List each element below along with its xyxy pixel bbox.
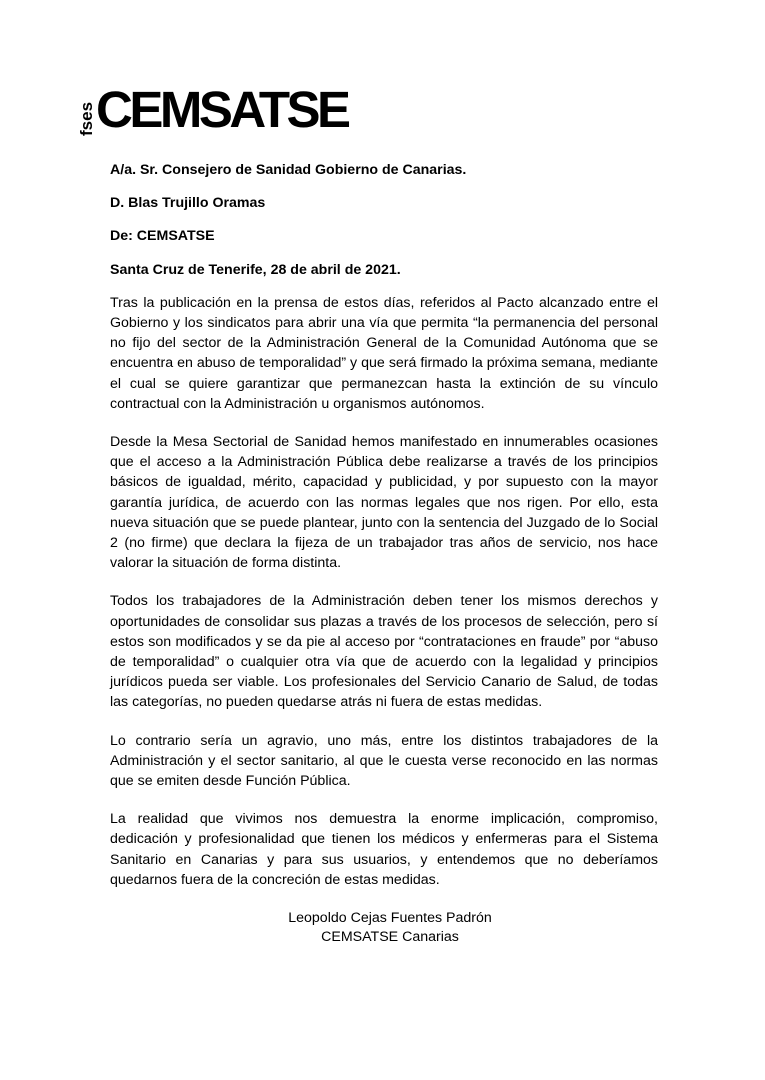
paragraph-2: Desde la Mesa Sectorial de Sanidad hemos manifestado en innumerables ocasiones que el acceso a la Administración Pública debe realizarse a través de los principios básicos de igualdad, mérito, capacidad y publicidad, y por supuesto con la mayor garantía jurídica, de acuerdo con las normas legales que nos rigen. Por ello, esta nueva situación que se puede plantear, junto con la sentencia del Juzgado de lo Social 2 (no firme) que declara la fijeza de un trabajador tras años de servicio, nos hace valorar la situación de forma distinta. xyxy=(110,434,658,572)
paragraph-3: Todos los trabajadores de la Administración deben tener los mismos derechos y oportunidades de consolidar sus plazas a través de los procesos de selección, pero sí estos son modificados y se da pie al acceso por “contrataciones en fraude” por “abuso de temporalidad” o cualquier otra vía que de acuerdo con la legalidad y principios jurídicos pueda ser viable. Los profesionales del Servicio Canario de Salud, de todas las categorías, no pueden quedarse atrás ni fuera de estas medidas. xyxy=(110,593,658,711)
sender-line: De: CEMSATSE xyxy=(110,228,215,245)
organization-logo xyxy=(76,82,356,138)
signature-block xyxy=(0,909,765,947)
logo-prefix: fses xyxy=(77,101,96,136)
signature-name: Leopoldo Cejas Fuentes Padrón xyxy=(288,910,492,926)
paragraph-4: Lo contrario sería un agravio, uno más, entre los distintos trabajadores de la Administración y el sector sanitario, al que le cuesta verse reconocido en las normas que se emiten desde Función Pública. xyxy=(110,732,658,790)
recipient-line: D. Blas Trujillo Oramas xyxy=(110,195,266,212)
place-date-line: Santa Cruz de Tenerife, 28 de abril de 2021. xyxy=(110,261,401,278)
signature-organization: CEMSATSE Canarias xyxy=(321,929,459,945)
paragraph-1: Tras la publicación en la prensa de estos días, referidos al Pacto alcanzado entre el Gobierno y los sindicatos para abrir una vía que permita “la permanencia del personal no fijo del sector de la Administración General de la Comunidad Autónoma que se encuentra en abuso de temporalidad” y que será firmado la próxima semana, mediante el cual se quiere garantizar que permanezcan hasta la extinción de su vínculo contractual con la Administración u organismos autónomos. xyxy=(110,294,658,412)
addressee-line: A/a. Sr. Consejero de Sanidad Gobierno de Canarias. xyxy=(110,162,467,178)
paragraph-5: La realidad que vivimos nos demuestra la enorme implicación, compromiso, dedicación y profesionalidad que tienen los médicos y enfermeras para el Sistema Sanitario en Canarias y para sus usuarios, y entendemos que no deberíamos quedarnos fuera de la concreción de estas medidas. xyxy=(110,811,658,888)
letter-body xyxy=(110,160,658,908)
logo-name: CEMSATSE xyxy=(96,81,348,138)
